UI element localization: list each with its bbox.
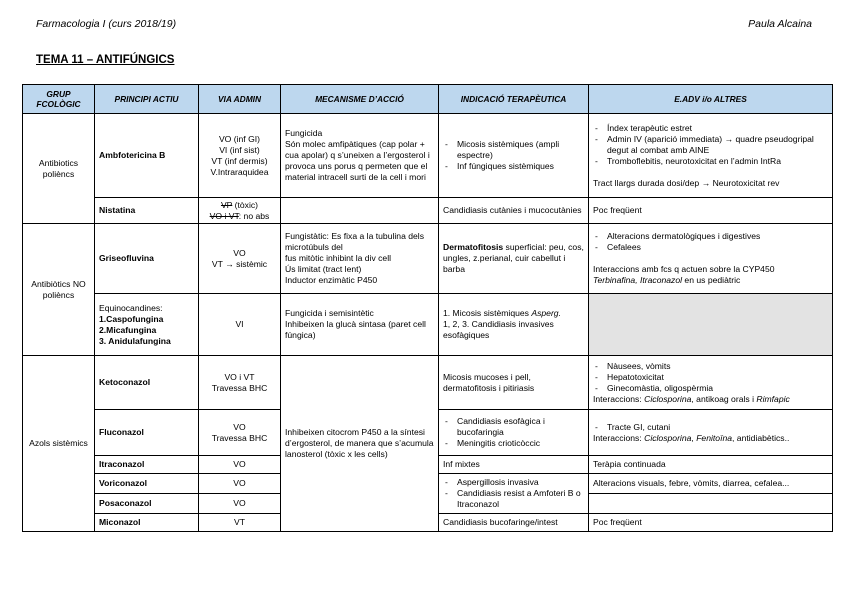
drug-name: Fluconazol (95, 410, 199, 456)
mechanism-cell: Fungicida Són molec amfipàtiques (cap polar + cua apolar) q s’uneixen a l’ergosterol i provoca uns porus q permeten que el material intracell surti de la cell i mori (281, 114, 439, 198)
adverse-cell: - Alteracions dermatològiques i digestives - Cefalees Interaccions amb fcs q actuen sobre la CYP450 Terbinafina, Itraconazol en us pediàtric (589, 224, 833, 294)
route-cell: VO (199, 474, 281, 494)
mechanism-cell: Inhibeixen citocrom P450 a la síntesi d’ergosterol, de manera que s’acumula lanosterol (tòxic x les cells) (281, 356, 439, 532)
adverse-cell: Poc freqüent (589, 198, 833, 224)
header-course: Farmacologia I (curs 2018/19) (36, 18, 177, 30)
route-cell: VO i VT Travessa BHC (199, 356, 281, 410)
adverse-cell: Poc freqüent (589, 514, 833, 532)
drug-name: Ketoconazol (95, 356, 199, 410)
drug-name: Griseofluvina (95, 224, 199, 294)
route-cell: VO (199, 456, 281, 474)
mechanism-cell: Fungistàtic: Es fixa a la tubulina dels microtúbuls del fus mitòtic inhibint la div cell Ús limitat (tract lent) Inductor enzimàtic P450 (281, 224, 439, 294)
table-header-row (23, 85, 833, 114)
indication-cell: - Micosis sistèmiques (ampli espectre) - Inf fúngiques sistèmiques (439, 114, 589, 198)
drug-name: Nistatina (95, 198, 199, 224)
adverse-cell: Alteracions visuals, febre, vòmits, diarrea, cefalea... (589, 474, 833, 494)
drug-name: Miconazol (95, 514, 199, 532)
indication-cell: - Candidiasis esofàgica i bucofaringia - Meningitis crioticòccic (439, 410, 589, 456)
adverse-cell (589, 494, 833, 514)
group-cell: Azols sistèmics (23, 356, 95, 532)
route-cell: VO (inf GI) VI (inf sist) VT (inf dermis) V.Intraraquidea (199, 114, 281, 198)
route-cell: VI (199, 294, 281, 356)
adverse-cell: Teràpia continuada (589, 456, 833, 474)
adverse-cell: - Nàusees, vòmits - Hepatotoxicitat - Ginecomàstia, oligospèrmia Interaccions: Ciclosporina, antikoag orals i Rimfapic (589, 356, 833, 410)
indication-cell: Candidiasis bucofaringe/intest (439, 514, 589, 532)
col-drug: PRINCIPI ACTIU (95, 85, 199, 114)
indication-cell: 1. Micosis sistèmiques Asperg. 1, 2, 3. Candidiasis invasives esofàgiques (439, 294, 589, 356)
mechanism-cell: Fungicida i semisintètic Inhibeixen la glucà sintasa (paret cell fúngica) (281, 294, 439, 356)
adverse-cell: - Tracte GI, cutani Interaccions: Ciclosporina, Fenitoïna, antidiabètics.. (589, 410, 833, 456)
indication-cell: Candidiasis cutànies i mucocutànies (439, 198, 589, 224)
drug-name: Voriconazol (95, 474, 199, 494)
route-cell: VO (199, 494, 281, 514)
indication-cell: Inf mixtes (439, 456, 589, 474)
route-cell: VO VT → sistèmic (199, 224, 281, 294)
adverse-cell: - Índex terapèutic estret - Admin IV (aparició immediata) → quadre pseudogripal degut al combat amb AINE - Tromboflebitis, neurotoxicitat en l’admin IntRa Tract llargs durada dosi/dep → Neurotoxicitat rev (589, 114, 833, 198)
antifungal-table (22, 84, 833, 532)
table-row (23, 294, 833, 356)
adverse-cell (589, 294, 833, 356)
col-mechanism: MECANISME D’ACCIÓ (281, 85, 439, 114)
mechanism-cell (281, 198, 439, 224)
col-adverse: E.ADV i/o ALTRES (589, 85, 833, 114)
route-cell: VT (199, 514, 281, 532)
table-row (23, 198, 833, 224)
route-cell: VO Travessa BHC (199, 410, 281, 456)
page-title: TEMA 11 – ANTIFÚNGICS (36, 54, 175, 66)
col-group: GRUP FCOLÒGIC (23, 85, 95, 114)
drug-name: Ambfotericina B (95, 114, 199, 198)
group-cell: Antibiòtics NO polièncs (23, 224, 95, 356)
col-route: VIA ADMIN (199, 85, 281, 114)
table-row (23, 224, 833, 294)
col-indication: INDICACIÓ TERAPÈUTICA (439, 85, 589, 114)
drug-name: Equinocandines: 1.Caspofungina 2.Micafungina 3. Anidulafungina (95, 294, 199, 356)
route-cell: VP (tòxic) VO i VT: no abs (199, 198, 281, 224)
group-cell: Antibiotics polièncs (23, 114, 95, 224)
drug-name: Posaconazol (95, 494, 199, 514)
indication-cell: - Aspergillosis invasiva - Candidiasis resist a Amfoteri B o Itraconazol (439, 474, 589, 514)
header-author: Paula Alcaina (748, 18, 812, 30)
table-row (23, 356, 833, 410)
indication-cell: Dermatofitosis superficial: peu, cos, ungles, z.perianal, cuir cabellut i barba (439, 224, 589, 294)
table-row (23, 114, 833, 198)
indication-cell: Micosis mucoses i pell, dermatofitosis i pitiriasis (439, 356, 589, 410)
drug-name: Itraconazol (95, 456, 199, 474)
